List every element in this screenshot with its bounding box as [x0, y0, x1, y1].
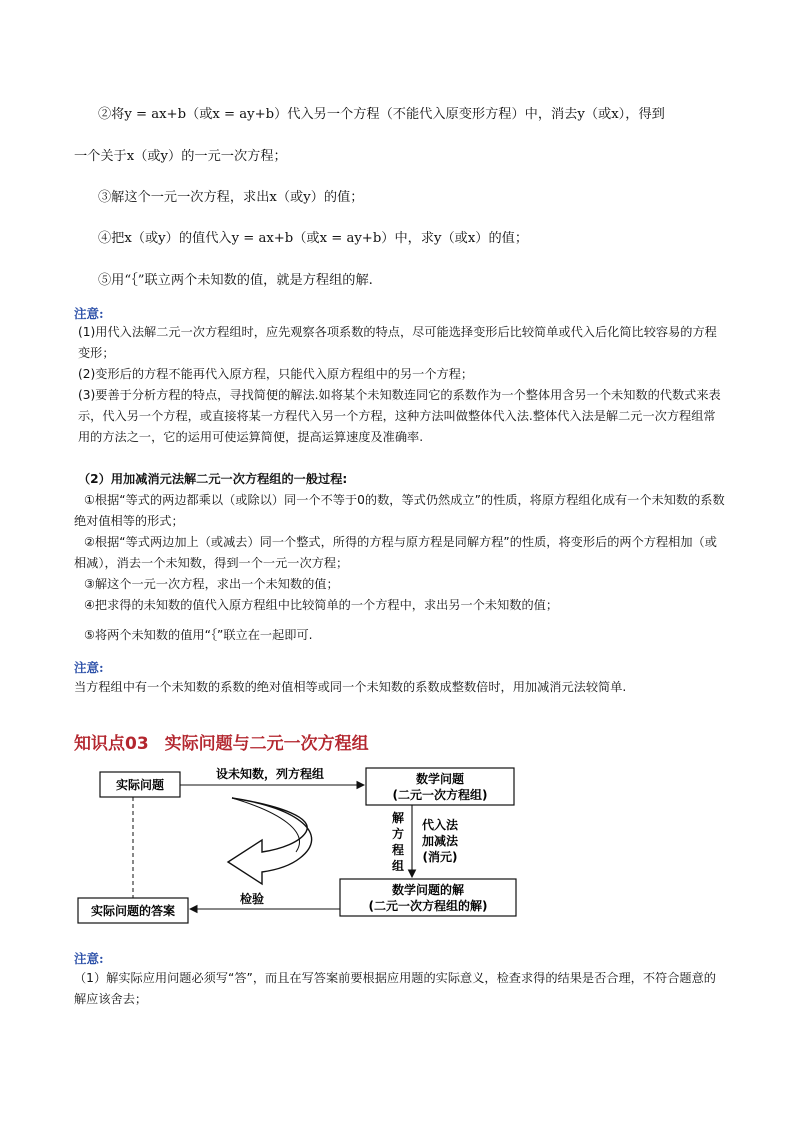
section-2-step-5: ⑤将两个未知数的值用“｛”联立在一起即可.: [84, 628, 313, 642]
box-math-problem-line-2: (二元一次方程组): [392, 788, 488, 802]
box-math-solution-line-2: (二元一次方程组的解): [368, 899, 488, 913]
method-3: (消元): [422, 850, 458, 864]
note-1-item-1: (1)用代入法解二元一次方程组时，应先观察各项系数的特点，尽可能选择变形后比较简单或代入后化简比较容易的方程变形；: [78, 325, 717, 360]
section-2-step-2: ②根据“等式两边加上（或减去）同一个整式，所得的方程与原方程是同解方程”的性质，将变形后的两个方程相加（或相减），消去一个未知数，得到一个一元一次方程；: [74, 535, 717, 570]
note-label-1: 注意:: [74, 306, 104, 321]
box-math-solution-line-1: 数学问题的解: [391, 883, 465, 897]
note-label-3: 注意:: [74, 951, 104, 966]
step-2-line-1: ②将y = ax+b（或x = ay+b）代入另一个方程（不能代入原变形方程）中，消去y（或x），得到: [98, 107, 665, 122]
note-label-2: 注意:: [74, 660, 104, 675]
vertical-solve-1: 解: [391, 811, 405, 825]
section-2-step-1: ①根据“等式的两边都乘以（或除以）同一个不等于0的数，等式仍然成立”的性质，将原方程组化成有一个未知数的系数绝对值相等的形式；: [74, 493, 725, 528]
step-3: ③解这个一元一次方程，求出x（或y）的值；: [98, 190, 364, 205]
heading-prefix: 知识点03: [74, 734, 149, 754]
edge-set-label: 设未知数，列方程组: [215, 767, 325, 781]
section-2-step-4: ④把求得的未知数的值代入原方程组中比较简单的一个方程中，求出另一个未知数的值；: [84, 598, 559, 612]
vertical-solve-2: 方: [391, 827, 405, 841]
note-2-text: 当方程组中有一个未知数的系数的绝对值相等或同一个未知数的系数成整数倍时，用加减消元法较简单.: [74, 680, 627, 694]
step-5: ⑤用“｛”联立两个未知数的值，就是方程组的解.: [98, 273, 373, 288]
box-real-answer-label: 实际问题的答案: [90, 904, 176, 918]
section-2-title: （2）用加减消元法解二元一次方程组的一般过程:: [78, 472, 348, 486]
step-2-line-2: 一个关于x（或y）的一元一次方程；: [74, 149, 287, 164]
step-4: ④把x（或y）的值代入y = ax+b（或x = ay+b）中，求y（或x）的值；: [98, 231, 529, 246]
box-real-problem-label: 实际问题: [115, 778, 165, 792]
vertical-solve-4: 组: [391, 859, 405, 873]
heading-title: 实际问题与二元一次方程组: [164, 734, 369, 754]
method-2: 加减法: [421, 834, 459, 848]
method-1: 代入法: [421, 818, 459, 832]
note-1-item-2: (2)变形后的方程不能再代入原方程，只能代入原方程组中的另一个方程；: [78, 367, 474, 381]
section-2-step-3: ③解这个一元一次方程，求出一个未知数的值；: [84, 577, 339, 591]
note-1-item-3: (3)要善于分析方程的特点，寻找简便的解法.如将某个未知数连同它的系数作为一个整体用含另一个未知数的代数式来表示，代入另一个方程，或直接将某一方程代入另一个方程，这种方法叫做整体代入法.整体代入法是解二元一次方程组常用的方法之一，它的运用可使运算简便，提高运算速度及准确率.: [78, 388, 721, 444]
edge-check-label: 检验: [239, 892, 265, 906]
box-math-problem-line-1: 数学问题: [415, 772, 465, 786]
vertical-solve-3: 程: [391, 843, 405, 857]
note-3-item-1: （1）解实际应用问题必须写“答”，而且在写答案前要根据应用题的实际意义，检查求得的结果是否合理，不符合题意的解应该舍去；: [74, 971, 716, 1006]
